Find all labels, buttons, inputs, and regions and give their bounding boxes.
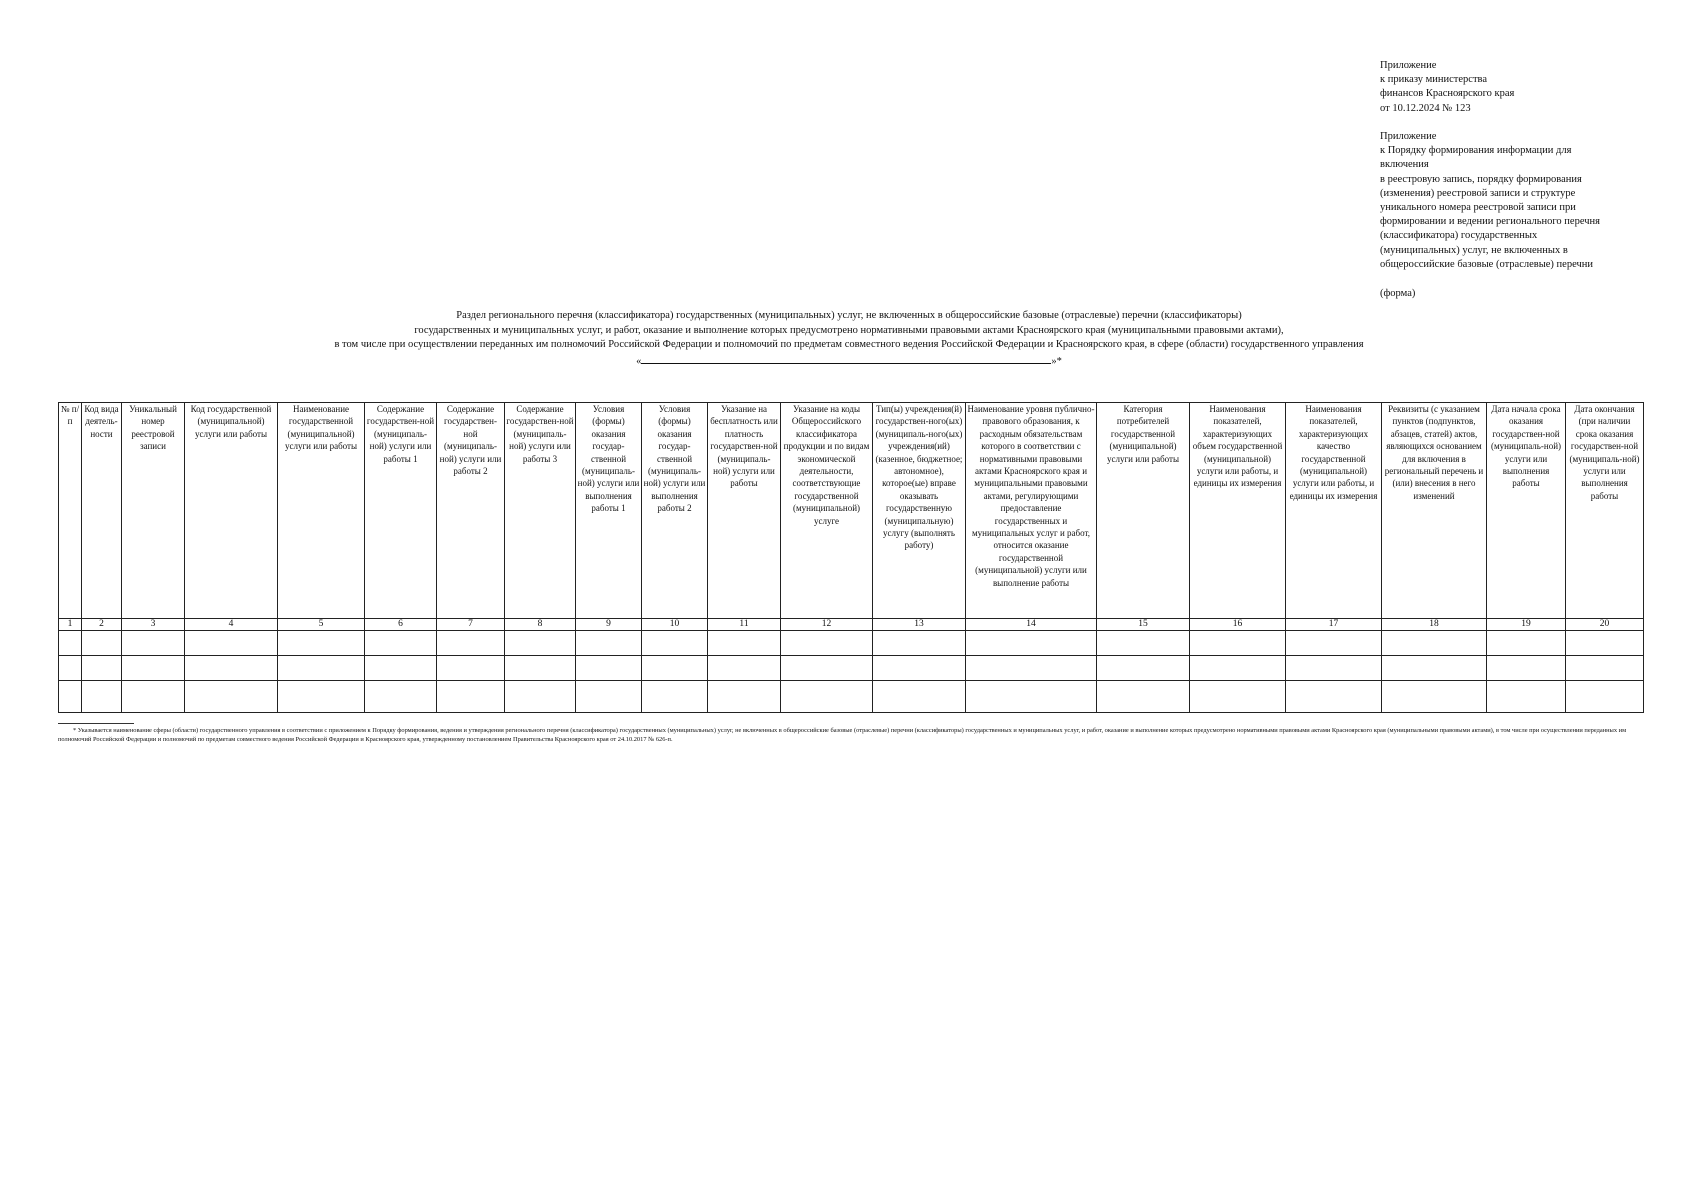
table-row [59, 681, 1644, 713]
empty-cell [1382, 631, 1487, 656]
table-row [59, 631, 1644, 656]
appendix-procedure-line: Приложение [1380, 131, 1437, 142]
empty-cell [1190, 681, 1286, 713]
col-header-service-code: Код государственной (муниципальной) услуги или работы [185, 403, 278, 619]
empty-cell [708, 681, 781, 713]
empty-cell [781, 631, 873, 656]
empty-cell [873, 656, 966, 681]
column-number: 5 [278, 619, 365, 631]
empty-cell [278, 681, 365, 713]
col-header-registry-number: Уникальный номер реестровой записи [122, 403, 185, 619]
column-number: 14 [966, 619, 1097, 631]
quote-open: « [636, 355, 642, 367]
footnote-divider [58, 723, 134, 724]
col-header-consumer-category: Категория потребителей государственной (муниципальной) услуги или работы [1097, 403, 1190, 619]
empty-cell [437, 631, 505, 656]
column-number: 4 [185, 619, 278, 631]
empty-cell [873, 681, 966, 713]
empty-cell [1566, 681, 1644, 713]
col-header-volume-indicators: Наименования показателей, характеризующих объем государственной (муниципальной) услуги или работы, и единицы их измерения [1190, 403, 1286, 619]
appendix-procedure-note [1380, 130, 1670, 272]
column-number: 16 [1190, 619, 1286, 631]
empty-cell [1097, 631, 1190, 656]
column-number: 1 [59, 619, 82, 631]
col-header-number: № п/п [59, 403, 82, 619]
appendix-procedure-line: включения [1380, 159, 1429, 171]
empty-cell [1566, 631, 1644, 656]
empty-cell [1097, 681, 1190, 713]
column-number: 7 [437, 619, 505, 631]
appendix-order-note [1380, 59, 1670, 116]
table-row [59, 656, 1644, 681]
appendix-procedure-line: уникального номера реестровой записи при [1380, 202, 1576, 214]
header-row [59, 403, 1644, 619]
appendix-order-line: финансов Красноярского края [1380, 88, 1515, 100]
appendix-procedure-line: формировании и ведении регионального перечня [1380, 216, 1600, 228]
empty-cell [1566, 656, 1644, 681]
title-line-1: Раздел регионального перечня (классификатора) государственных (муниципальных) услуг, не включенных в общероссийские базовые (отраслевые) перечни (классификаторы) [456, 310, 1242, 321]
empty-cell [185, 656, 278, 681]
empty-cell [576, 656, 642, 681]
column-number: 17 [1286, 619, 1382, 631]
empty-cell [185, 681, 278, 713]
col-header-content-2: Содержание государствен-ной (муниципаль-ной) услуги или работы 2 [437, 403, 505, 619]
col-header-conditions-1: Условия (формы) оказания государ-ственной (муниципаль-ной) услуги или выполнения работы 1 [576, 403, 642, 619]
empty-cell [505, 681, 576, 713]
empty-cell [781, 681, 873, 713]
services-register-table [58, 402, 1644, 713]
document-title [0, 309, 1698, 369]
empty-cell [966, 631, 1097, 656]
column-number: 10 [642, 619, 708, 631]
appendix-procedure-line: (муниципальных) услуг, не включенных в [1380, 244, 1568, 256]
col-header-government-level: Наименование уровня публично-правового образования, к расходным обязательствам которого в соответствии с нормативными правовыми актами Красноярского края и муниципальными правовыми актами, регулирующими предоставление государственных и муниципальных услуг и работ, относится оказание государственной (муниципальной) услуги или выполнение работы [966, 403, 1097, 619]
empty-cell [1382, 681, 1487, 713]
empty-cell [82, 681, 122, 713]
empty-cell [278, 631, 365, 656]
empty-cell [122, 656, 185, 681]
col-header-quality-indicators: Наименования показателей, характеризующих качество государственной (муниципальной) услуги или работы, и единицы их измерения [1286, 403, 1382, 619]
col-header-end-date: Дата окончания (при наличии срока оказания государствен-ной (муниципаль-ной) услуги или выполнения работы [1566, 403, 1644, 619]
col-header-legal-details: Реквизиты (с указанием пунктов (подпунктов, абзацев, статей) актов, являющихся основанием для включения в региональный перечень и (или) внесения в него изменений [1382, 403, 1487, 619]
empty-cell [1487, 681, 1566, 713]
column-number: 3 [122, 619, 185, 631]
column-number-row [59, 619, 1644, 631]
col-header-content-3: Содержание государствен-ной (муниципаль-ной) услуги или работы 3 [505, 403, 576, 619]
empty-cell [1487, 656, 1566, 681]
empty-cell [708, 656, 781, 681]
empty-cell [505, 631, 576, 656]
footnote: * Указывается наименование сферы (области) государственного управления в соответствии с приложением к Порядку формирования, ведения и утверждения регионального перечня (классификатора) государственных (муниципальных) услуг, не включенных в общероссийские базовые (отраслевые) перечни (классификаторы) государственных и муниципальных услуг, и работ, оказание и выполнение которых предусмотрено нормативными правовыми актами Красноярского края (муниципальными правовыми актами), в том числе при осуществлении переданных им полномочий Российской Федерации и полномочий по предметам совместного ведения Российской Федерации и Красноярского края, утвержденному постановлением Правительства Красноярского края от 24.10.2017 № 626-п. [58, 727, 1627, 743]
empty-cell [365, 631, 437, 656]
empty-cell [1286, 631, 1382, 656]
empty-cell [122, 631, 185, 656]
column-number: 11 [708, 619, 781, 631]
empty-cell [185, 631, 278, 656]
column-number: 20 [1566, 619, 1644, 631]
column-number: 8 [505, 619, 576, 631]
empty-cell [59, 631, 82, 656]
col-header-okpd-codes: Указание на коды Общероссийского классификатора продукции и по видам экономической деятельности, соответствующие государственной (муниципальной) услуге [781, 403, 873, 619]
col-header-start-date: Дата начала срока оказания государствен-ной (муниципаль-ной) услуги или выполнения работы [1487, 403, 1566, 619]
empty-cell [1190, 656, 1286, 681]
empty-cell [966, 681, 1097, 713]
empty-cell [82, 656, 122, 681]
column-number: 6 [365, 619, 437, 631]
column-number: 9 [576, 619, 642, 631]
empty-cell [1487, 631, 1566, 656]
col-header-service-name: Наименование государственной (муниципальной) услуги или работы [278, 403, 365, 619]
col-header-content-1: Содержание государствен-ной (муниципаль-ной) услуги или работы 1 [365, 403, 437, 619]
appendix-procedure-line: (классификатора) государственных [1380, 230, 1538, 242]
empty-cell [437, 656, 505, 681]
empty-cell [642, 681, 708, 713]
empty-cell [1097, 656, 1190, 681]
empty-cell [576, 631, 642, 656]
empty-cell [82, 631, 122, 656]
appendix-order-line: Приложение [1380, 60, 1437, 71]
col-header-free-or-paid: Указание на бесплатность или платность государствен-ной (муниципаль-ной) услуги или работы [708, 403, 781, 619]
column-number: 18 [1382, 619, 1487, 631]
empty-cell [873, 631, 966, 656]
empty-cell [1382, 656, 1487, 681]
appendix-procedure-line: к Порядку формирования информации для [1380, 145, 1572, 157]
col-header-activity-code: Код вида деятель-ности [82, 403, 122, 619]
empty-cell [122, 681, 185, 713]
title-line-2: государственных и муниципальных услуг, и работ, оказание и выполнение которых предусмотрено нормативными правовыми актами Красноярского края (муниципальными правовыми актами), [414, 324, 1284, 336]
col-header-institution-types: Тип(ы) учреждения(й) государствен-ного(ых) (муниципаль-ного(ых) учреждения(ий) (казенное, бюджетное; автономное), которое(ые) вправе оказывать государственную (муниципальную) услугу (выполнять работу) [873, 403, 966, 619]
appendix-procedure-line: общероссийские базовые (отраслевые) перечни [1380, 258, 1593, 270]
empty-cell [365, 656, 437, 681]
quote-close: »* [1051, 355, 1062, 367]
column-number: 19 [1487, 619, 1566, 631]
empty-cell [1286, 681, 1382, 713]
empty-cell [642, 631, 708, 656]
column-number: 13 [873, 619, 966, 631]
col-header-conditions-2: Условия (формы) оказания государ-ственной (муниципаль-ной) услуги или выполнения работы 2 [642, 403, 708, 619]
empty-cell [966, 656, 1097, 681]
column-number: 15 [1097, 619, 1190, 631]
empty-cell [1286, 656, 1382, 681]
empty-cell [59, 681, 82, 713]
column-number: 2 [82, 619, 122, 631]
title-line-3: в том числе при осуществлении переданных им полномочий Российской Федерации и полномочий по предметам совместного ведения Российской Федерации и Красноярского края, в сфере (области) государственного управления [334, 339, 1364, 351]
empty-cell [437, 681, 505, 713]
empty-cell [365, 681, 437, 713]
empty-cell [781, 656, 873, 681]
empty-cell [59, 656, 82, 681]
form-label: (форма) [1380, 288, 1416, 299]
appendix-procedure-line: (изменения) реестровой записи и структуре [1380, 187, 1576, 199]
area-blank-field [641, 353, 1051, 364]
area-blank-line [0, 353, 1698, 370]
appendix-order-line: к приказу министерства [1380, 74, 1488, 86]
empty-cell [576, 681, 642, 713]
appendix-procedure-line: в реестровую запись, порядку формирования [1380, 173, 1582, 185]
empty-cell [708, 631, 781, 656]
column-number: 12 [781, 619, 873, 631]
empty-cell [505, 656, 576, 681]
empty-cell [278, 656, 365, 681]
appendix-order-line: от 10.12.2024 № 123 [1380, 102, 1471, 114]
empty-cell [642, 656, 708, 681]
empty-cell [1190, 631, 1286, 656]
